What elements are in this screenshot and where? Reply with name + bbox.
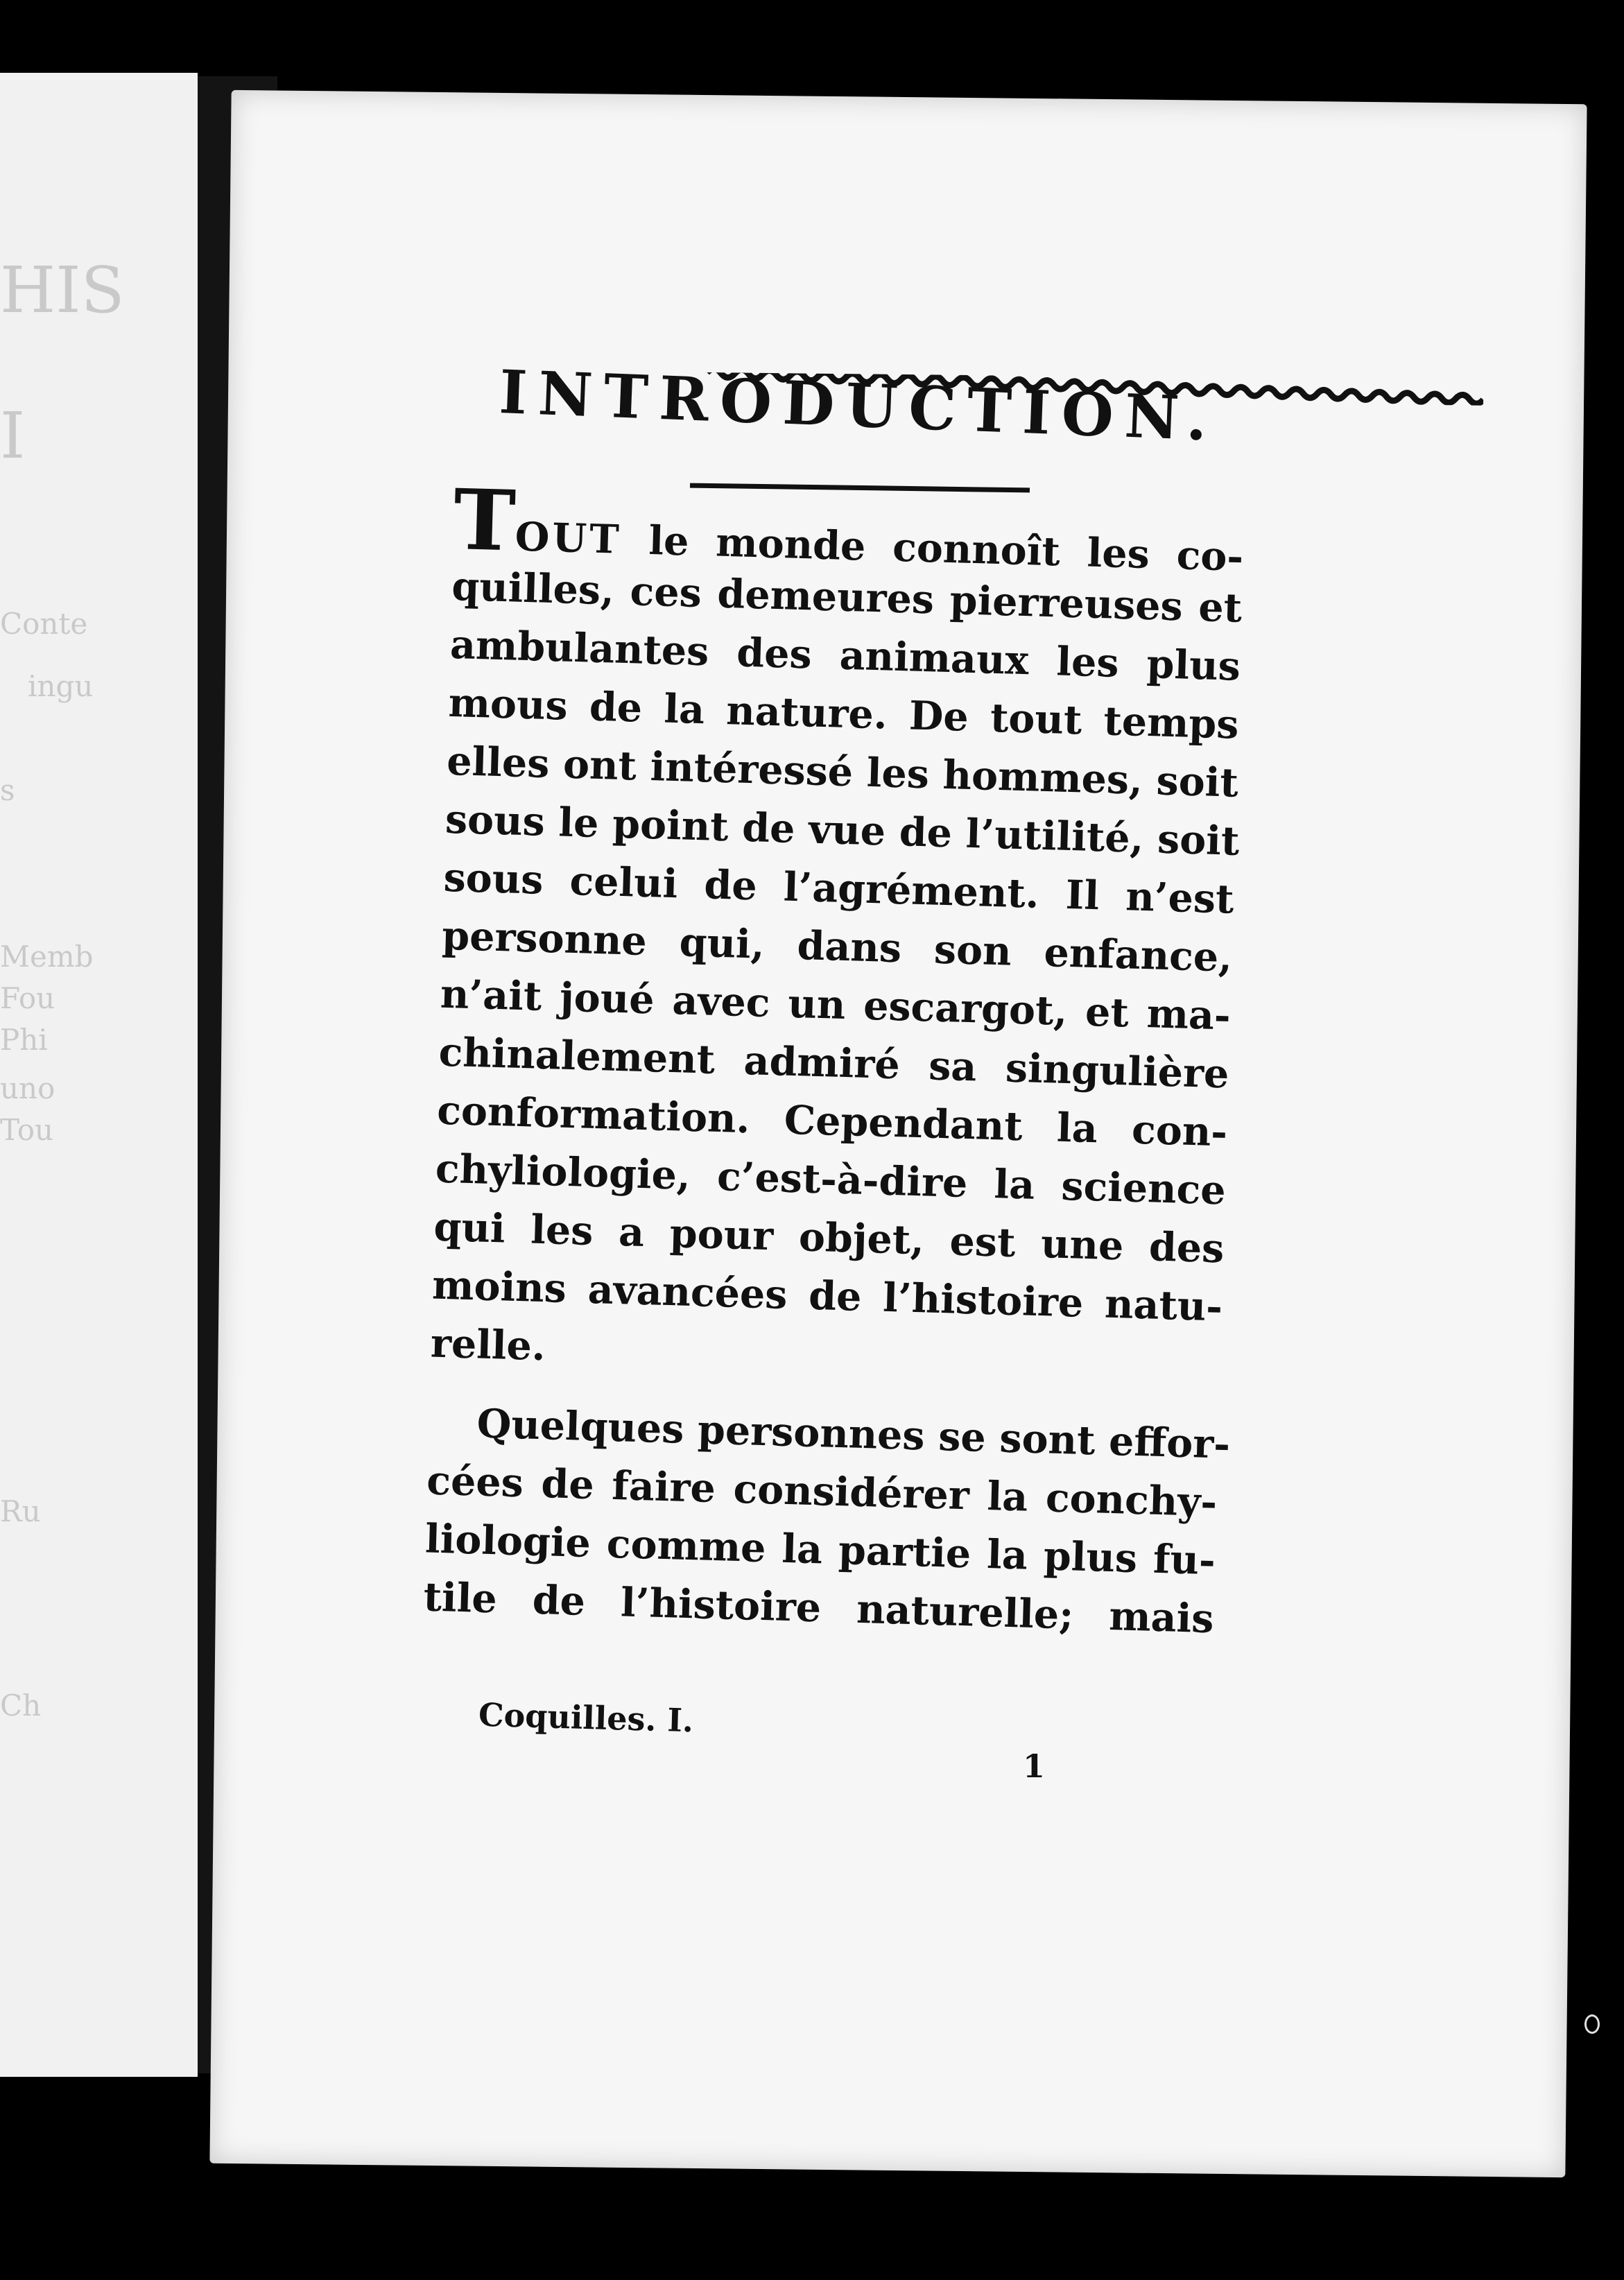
left-page-fragment: ingu — [28, 669, 94, 703]
left-page-fragment: uno — [0, 1071, 55, 1105]
text-line: ambulantes des animaux les plus — [449, 621, 1241, 690]
left-page-fragment: Ru — [0, 1494, 41, 1528]
text-line: n’ait joué avec un escargot, et ma- — [440, 970, 1232, 1039]
text-line: relle. — [430, 1320, 546, 1370]
left-page-fragment: I — [0, 399, 26, 473]
text-line: chyliologie, c’est-à-dire la science — [435, 1145, 1227, 1214]
text-line: sous celui de l’agrément. Il n’est — [442, 854, 1235, 923]
text-line: sous le point de vue de l’utilité, soit — [444, 795, 1241, 865]
left-facing-page — [0, 73, 198, 2077]
left-page-fragment: Fou — [0, 981, 55, 1015]
text-line-rest: le monde connoît les co- — [621, 516, 1245, 580]
text-line: personne qui, dans son enfance, — [441, 912, 1233, 981]
left-page-fragment: Memb — [0, 940, 94, 974]
scan-speck — [1584, 2014, 1600, 2034]
text-line: liologie comme la partie la plus fu- — [424, 1515, 1216, 1584]
small-caps-word: OUT — [514, 513, 623, 563]
page-heading: INTRODUCTION. — [498, 357, 1220, 455]
drop-cap: T — [452, 471, 517, 571]
left-page-fragment: Ch — [0, 1689, 42, 1722]
text-line: tile de l’histoire naturelle; mais — [422, 1573, 1215, 1643]
text-line: mous de la nature. De tout temps — [447, 679, 1240, 748]
text-line: conformation. Cependant la con- — [436, 1087, 1228, 1156]
left-page-fragment: HIS — [0, 253, 125, 327]
left-page-fragment: Tou — [0, 1113, 54, 1147]
signature-mark: Coquilles. I. — [478, 1695, 694, 1740]
text-line: Quelques personnes se sont effor- — [476, 1400, 1231, 1468]
left-page-fragment: Phi — [0, 1023, 48, 1057]
text-line: qui les a pour objet, est une des — [433, 1203, 1225, 1272]
text-line: elles ont intéressé les hommes, soit — [446, 737, 1239, 806]
left-page-fragment: Conte — [0, 607, 88, 641]
left-page-fragment: s — [0, 773, 15, 807]
text-line: chinalement admiré sa singulière — [438, 1028, 1230, 1098]
text-line: quilles, ces demeures pierreuses et — [451, 562, 1243, 632]
signature-number: 1 — [1023, 1747, 1046, 1785]
text-line: moins avancées de l’histoire natu- — [431, 1261, 1223, 1331]
body-text — [420, 471, 1245, 1769]
text-line: cées de faire considérer la conchy- — [426, 1457, 1218, 1526]
